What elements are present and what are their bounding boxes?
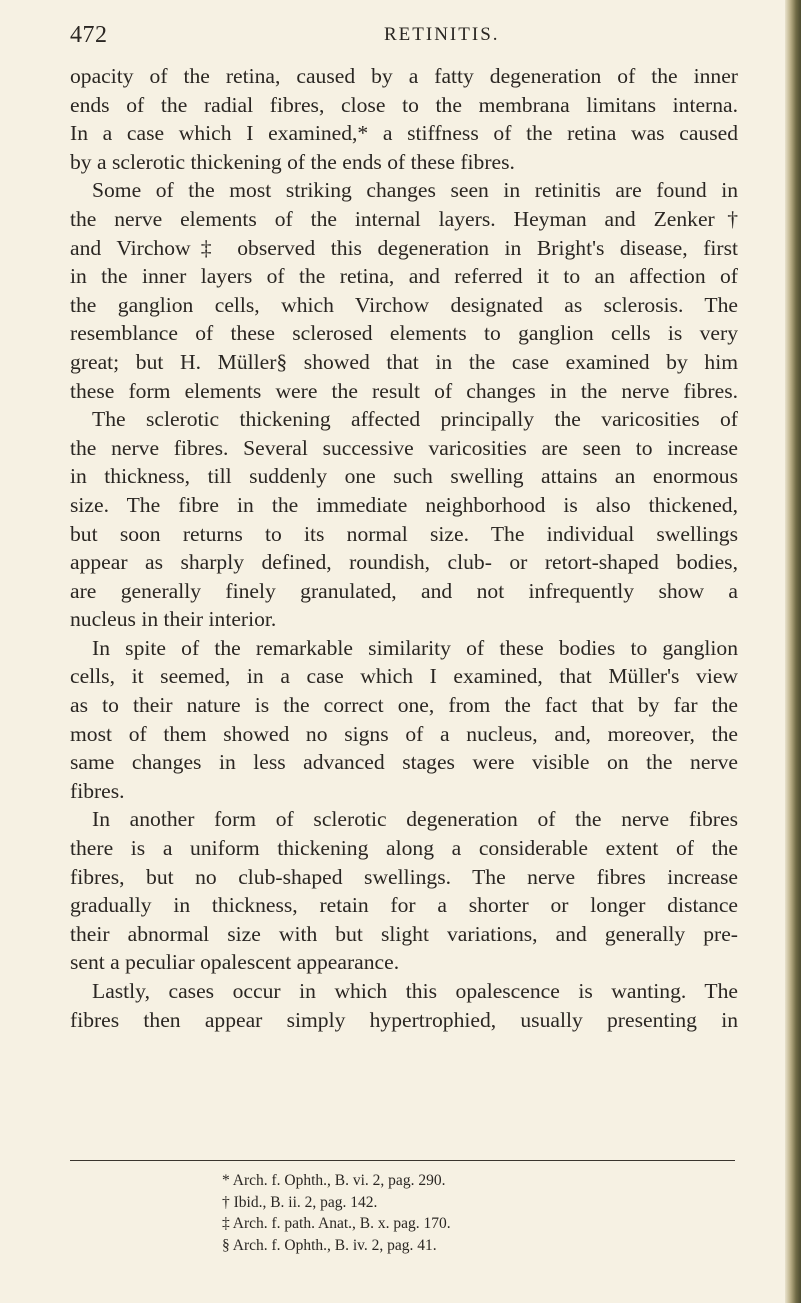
text-line: size. The fibre in the immediate neighborhood is also thickened,	[70, 492, 738, 517]
text-line: same changes in less advanced stages were visible on the nerve	[70, 750, 738, 775]
text-line: fibres, but no club-shaped swellings. The nerve fibres increase	[70, 864, 738, 889]
text-line: In a case which I examined,* a stiffness of the retina was caused	[70, 121, 738, 146]
text-line: cells, it seemed, in a case which I examined, that Müller's view	[70, 664, 738, 689]
footnotes	[222, 1170, 702, 1256]
text-line: sent a peculiar opalescent appearance.	[70, 950, 400, 975]
text-line: as to their nature is the correct one, from the fact that by far the	[70, 693, 738, 718]
footnote: ‡ Arch. f. path. Anat., B. x. pag. 170.	[222, 1215, 451, 1232]
running-title: RETINITIS.	[384, 24, 500, 45]
footnote: * Arch. f. Ophth., B. vi. 2, pag. 290.	[222, 1172, 446, 1189]
page-edge	[785, 0, 801, 1303]
footnote: † Ibid., B. ii. 2, pag. 142.	[222, 1193, 378, 1211]
text-line: gradually in thickness, retain for a shorter or longer distance	[70, 893, 738, 918]
text-line: Lastly, cases occur in which this opalescence is wanting. The	[92, 979, 738, 1003]
text-line: fibres then appear simply hypertrophied, usually presenting in	[70, 1007, 738, 1032]
text-line: are generally finely granulated, and not infrequently show a	[70, 578, 738, 603]
text-line: Some of the most striking changes seen in retinitis are found in	[92, 178, 738, 203]
text-line: In another form of sclerotic degeneration of the nerve fibres	[92, 807, 738, 832]
text-line: nucleus in their interior.	[70, 607, 277, 632]
running-head	[70, 22, 730, 52]
text-line: by a sclerotic thickening of the ends of these fibres.	[70, 149, 515, 174]
body-text	[70, 62, 738, 1034]
text-line: great; but H. Müller§ showed that in the case examined by him	[70, 349, 738, 374]
text-line: appear as sharply defined, roundish, club- or retort-shaped bodies,	[70, 550, 738, 575]
text-line: resemblance of these sclerosed elements to ganglion cells is very	[70, 321, 738, 346]
text-line: in thickness, till suddenly one such swelling attains an enormous	[70, 464, 738, 489]
text-line: there is a uniform thickening along a considerable extent of the	[70, 836, 738, 861]
text-line: ends of the radial fibres, close to the membrana limitans interna.	[70, 92, 738, 117]
text-line: In spite of the remarkable similarity of these bodies to ganglion	[92, 635, 738, 660]
text-line: The sclerotic thickening affected principally the varicosities of	[92, 407, 738, 432]
footnote: § Arch. f. Ophth., B. iv. 2, pag. 41.	[222, 1236, 437, 1254]
text-line: their abnormal size with but slight variations, and generally pre-	[70, 921, 738, 946]
text-line: these form elements were the result of changes in the nerve fibres.	[70, 378, 738, 403]
text-line: the ganglion cells, which Virchow designated as sclerosis. The	[70, 292, 738, 317]
text-line: opacity of the retina, caused by a fatty degeneration of the inner	[70, 64, 738, 88]
text-line: and Virchow‡ observed this degeneration in Bright's disease, first	[70, 235, 738, 260]
text-line: but soon returns to its normal size. The individual swellings	[70, 521, 738, 546]
text-line: the nerve fibres. Several successive varicosities are seen to increase	[70, 435, 738, 460]
text-line: in the inner layers of the retina, and referred it to an affection of	[70, 264, 738, 289]
text-line: the nerve elements of the internal layers. Heyman and Zenker†	[70, 206, 738, 231]
page-number: 472	[70, 22, 108, 48]
text-line: most of them showed no signs of a nucleus, and, moreover, the	[70, 721, 738, 746]
text-line: fibres.	[70, 778, 125, 803]
footnote-rule	[70, 1160, 735, 1161]
